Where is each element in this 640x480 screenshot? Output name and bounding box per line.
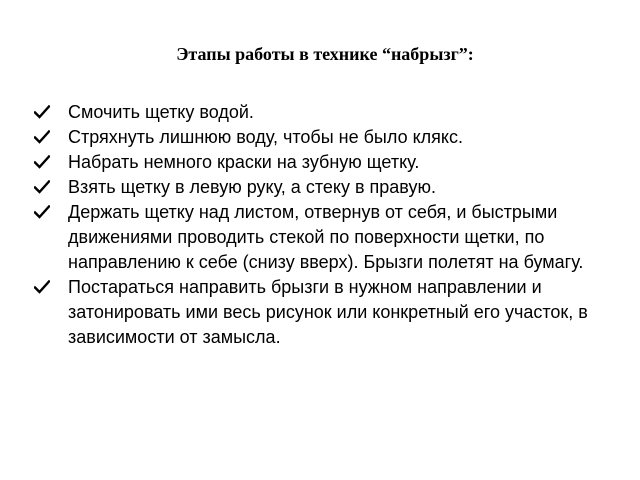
page-title: Этапы работы в технике “набрызг”: — [176, 44, 474, 64]
step-text: Смочить щетку водой. — [68, 102, 254, 122]
list-item — [34, 100, 626, 125]
checkmark-icon — [34, 155, 50, 169]
list-item — [34, 125, 626, 150]
list-item — [34, 275, 626, 350]
step-text: Стряхнуть лишнюю воду, чтобы не было клякс. — [68, 127, 463, 147]
checkmark-icon — [34, 130, 50, 144]
steps-list — [34, 100, 626, 350]
list-item — [34, 150, 626, 175]
step-text: Взять щетку в левую руку, а стеку в правую. — [68, 177, 436, 197]
step-text: Набрать немного краски на зубную щетку. — [68, 152, 420, 172]
checkmark-icon — [34, 280, 50, 294]
checkmark-icon — [34, 205, 50, 219]
checkmark-icon — [34, 180, 50, 194]
checkmark-icon — [34, 105, 50, 119]
step-text: Держать щетку над листом, отвернув от себя, и быстрыми движениями проводить стекой по поверхности щетки, по направлению к себе (снизу вверх). Брызги полетят на бумагу. — [68, 202, 584, 272]
list-item — [34, 175, 626, 200]
list-item — [34, 200, 626, 275]
step-text: Постараться направить брызги в нужном направлении и затонировать ими весь рисунок или конкретный его участок, в зависимости от замысла. — [68, 277, 588, 347]
